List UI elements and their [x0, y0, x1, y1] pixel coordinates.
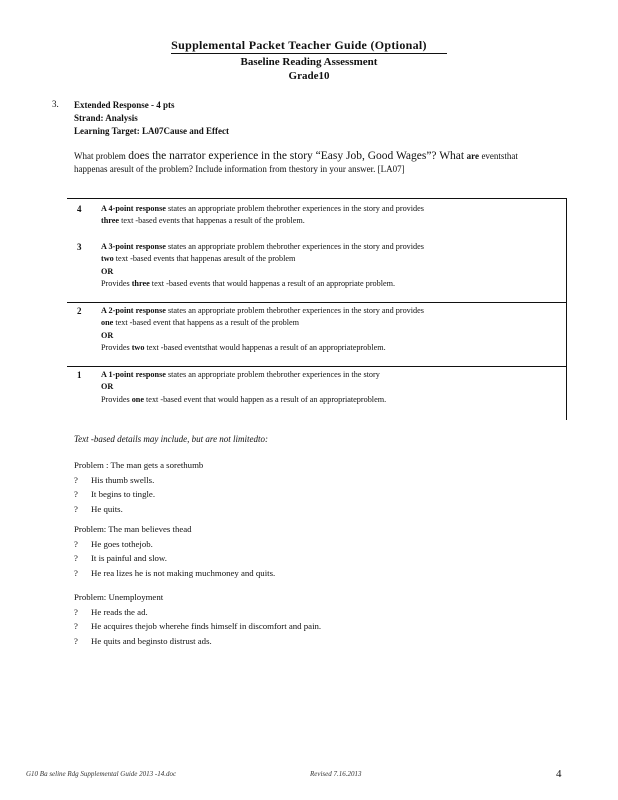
list-item-text: He acquires thejob wherehe finds himself in discomfort and pain.	[91, 621, 322, 631]
rubric-line: Provides two text -based eventsthat would happenas a result of an appropriateproblem.	[101, 342, 386, 352]
detail-group	[74, 522, 275, 580]
rubric-score: 3	[77, 242, 82, 252]
details-heading: Text -based details may include, but are not limitedto:	[74, 434, 269, 444]
list-item-text: He reads the ad.	[91, 606, 148, 617]
problem-heading: Problem: Unemployment	[74, 592, 164, 602]
rubric-score: 2	[77, 306, 82, 316]
rubric-line: OR	[101, 330, 114, 340]
rubric-line: Provides three text -based events that would happenas a result of an appropriate problem.	[101, 278, 396, 288]
rubric-divider	[67, 198, 567, 199]
list-item-text: He quits.	[91, 503, 123, 514]
rubric-line: A 2-point response states an appropriate problem thebrother experiences in the story and provides	[101, 306, 424, 315]
rubric-description	[101, 203, 424, 228]
rubric-line: A 1-point response states an appropriate problem thebrother experiences in the story	[101, 370, 380, 379]
rubric-line: Provides one text -based event that would happen as a result of an appropriateproblem.	[101, 394, 387, 404]
footer-revised: Revised 7.16.2013	[310, 770, 362, 778]
bullet-icon: ?	[74, 474, 78, 485]
page-number: 4	[556, 768, 562, 780]
question-prompt: What problem does the narrator experience in the story “Easy Job, Good Wages”? What are eventsthat happenas aresult of the problem? Include information from thestory in your answer. [LA07]	[74, 150, 518, 174]
rubric-description	[101, 241, 424, 290]
problem-heading: Problem: The man believes thead	[74, 524, 192, 534]
footer-filename: G10 Ba seline Rdg Supplemental Guide 2013 -14.doc	[26, 770, 177, 778]
rubric-divider	[67, 366, 567, 367]
bullet-icon: ?	[74, 503, 78, 514]
rubric-description	[101, 369, 386, 406]
question-header	[74, 99, 229, 138]
rubric-line: A 3-point response states an appropriate problem thebrother experiences in the story and provides	[101, 242, 424, 251]
list-item-text: It is painful and slow.	[91, 553, 167, 563]
question-strand: Strand: Analysis	[74, 113, 138, 123]
question-number: 3.	[52, 99, 59, 109]
question-target: Learning Target: LA07Cause and Effect	[74, 126, 229, 136]
bullet-icon: ?	[74, 621, 78, 631]
document-subtitle: Baseline Reading Assessment	[240, 56, 378, 68]
list-item	[74, 487, 203, 502]
list-item	[74, 566, 275, 581]
document-title: Supplemental Packet Teacher Guide (Optional)	[0, 38, 618, 53]
list-item	[74, 473, 203, 488]
list-item-text: He quits and beginsto distrust ads.	[91, 635, 212, 646]
bullet-icon: ?	[74, 567, 78, 578]
rubric-line: A 4-point response states an appropriate problem thebrother experiences in the story and provides	[101, 204, 424, 213]
rubric-line: OR	[101, 382, 114, 392]
bullet-icon: ?	[74, 606, 78, 617]
problem-heading: Problem : The man gets a sorethumb	[74, 460, 204, 470]
bullet-icon: ?	[74, 553, 78, 563]
document-grade: Grade10	[288, 70, 330, 82]
rubric-line: three text -based events that happenas a result of the problem.	[101, 216, 305, 226]
bullet-icon: ?	[74, 489, 78, 499]
rubric-line: two text -based events that happenas aresult of the problem	[101, 254, 296, 264]
question-type: Extended Response - 4 pts	[74, 100, 175, 110]
bullet-icon: ?	[74, 635, 78, 646]
list-item-text: His thumb swells.	[91, 474, 155, 485]
detail-group	[74, 458, 203, 516]
rubric-description	[101, 305, 424, 354]
bullet-icon: ?	[74, 538, 78, 549]
rubric-score: 1	[77, 370, 82, 380]
list-item	[74, 605, 321, 620]
list-item	[74, 537, 275, 552]
list-item	[74, 502, 203, 517]
rubric-divider	[67, 302, 567, 303]
rubric-line: one text -based event that happens as a result of the problem	[101, 318, 300, 328]
rubric-score: 4	[77, 204, 82, 214]
list-item	[74, 551, 275, 566]
list-item-text: It begins to tingle.	[91, 489, 156, 499]
scoring-rubric	[67, 198, 567, 420]
list-item-text: He rea lizes he is not making muchmoney and quits.	[91, 567, 276, 578]
list-item-text: He goes tothejob.	[91, 538, 153, 549]
rubric-line: OR	[101, 266, 114, 276]
detail-group	[74, 590, 321, 648]
rubric-border	[566, 198, 567, 420]
list-item	[74, 634, 321, 649]
list-item	[74, 619, 321, 634]
